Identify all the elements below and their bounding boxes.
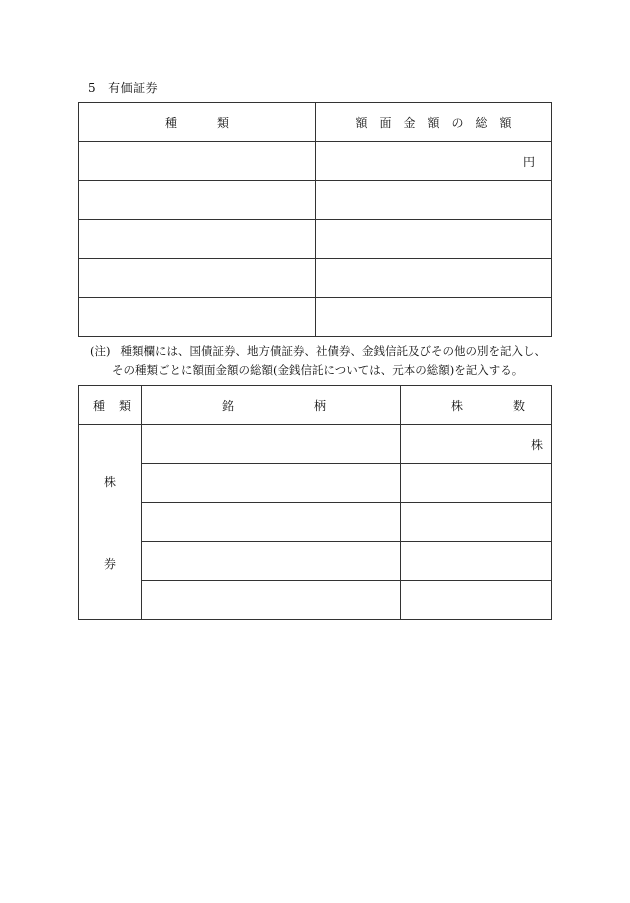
brand-cell[interactable] bbox=[142, 542, 401, 581]
table-row bbox=[79, 464, 552, 503]
header-type: 種類 bbox=[79, 103, 316, 142]
section-title-text: 有価証券 bbox=[108, 81, 159, 95]
amount-cell[interactable] bbox=[316, 259, 552, 298]
header-brand: 銘柄 bbox=[142, 386, 401, 425]
table-row bbox=[79, 581, 552, 620]
note bbox=[90, 342, 560, 380]
header-shares: 株数 bbox=[401, 386, 552, 425]
type-cell[interactable] bbox=[79, 220, 316, 259]
type-cell[interactable] bbox=[79, 298, 316, 337]
kind-cell-stock-certificate bbox=[79, 425, 142, 620]
shares-cell[interactable] bbox=[401, 425, 552, 464]
header-kind: 種類 bbox=[79, 386, 142, 425]
shares-cell[interactable] bbox=[401, 542, 552, 581]
table-row bbox=[79, 259, 552, 298]
yen-unit: 円 bbox=[522, 154, 535, 169]
note-line-1 bbox=[90, 342, 560, 361]
type-cell[interactable] bbox=[79, 181, 316, 220]
note-text-1: 種類欄には、国債証券、地方債証券、社債券、金銭信託及びその他の別を記入し、 bbox=[120, 344, 546, 358]
table-row bbox=[79, 298, 552, 337]
brand-cell[interactable] bbox=[142, 464, 401, 503]
amount-cell[interactable] bbox=[316, 220, 552, 259]
amount-cell[interactable] bbox=[316, 142, 552, 181]
brand-cell[interactable] bbox=[142, 503, 401, 542]
note-line-2: その種類ごとに額面金額の総額(金銭信託については、元本の総額)を記入する。 bbox=[112, 363, 524, 377]
shares-cell[interactable] bbox=[401, 464, 552, 503]
type-cell[interactable] bbox=[79, 259, 316, 298]
table-header-row bbox=[79, 103, 552, 142]
amount-cell[interactable] bbox=[316, 181, 552, 220]
amount-cell[interactable] bbox=[316, 298, 552, 337]
table-row bbox=[79, 425, 552, 464]
type-cell[interactable] bbox=[79, 142, 316, 181]
table-header-row bbox=[79, 386, 552, 425]
table-row bbox=[79, 181, 552, 220]
table-row bbox=[79, 220, 552, 259]
shares-cell[interactable] bbox=[401, 581, 552, 620]
kind-char-certificate: 券 bbox=[103, 557, 116, 571]
brand-cell[interactable] bbox=[142, 425, 401, 464]
shares-cell[interactable] bbox=[401, 503, 552, 542]
header-face-amount-total: 額面金額の総額 bbox=[316, 103, 552, 142]
table-row bbox=[79, 142, 552, 181]
kind-label bbox=[79, 473, 141, 569]
brand-cell[interactable] bbox=[142, 581, 401, 620]
securities-table bbox=[78, 102, 552, 337]
section-number: 5 bbox=[88, 81, 97, 95]
kind-char-stock: 株 bbox=[103, 475, 116, 489]
section-heading bbox=[88, 79, 158, 96]
note-label: (注) bbox=[90, 344, 111, 358]
stocks-table bbox=[78, 385, 576, 620]
shares-unit: 株 bbox=[530, 437, 543, 452]
table-row bbox=[79, 503, 552, 542]
table-row bbox=[79, 542, 552, 581]
